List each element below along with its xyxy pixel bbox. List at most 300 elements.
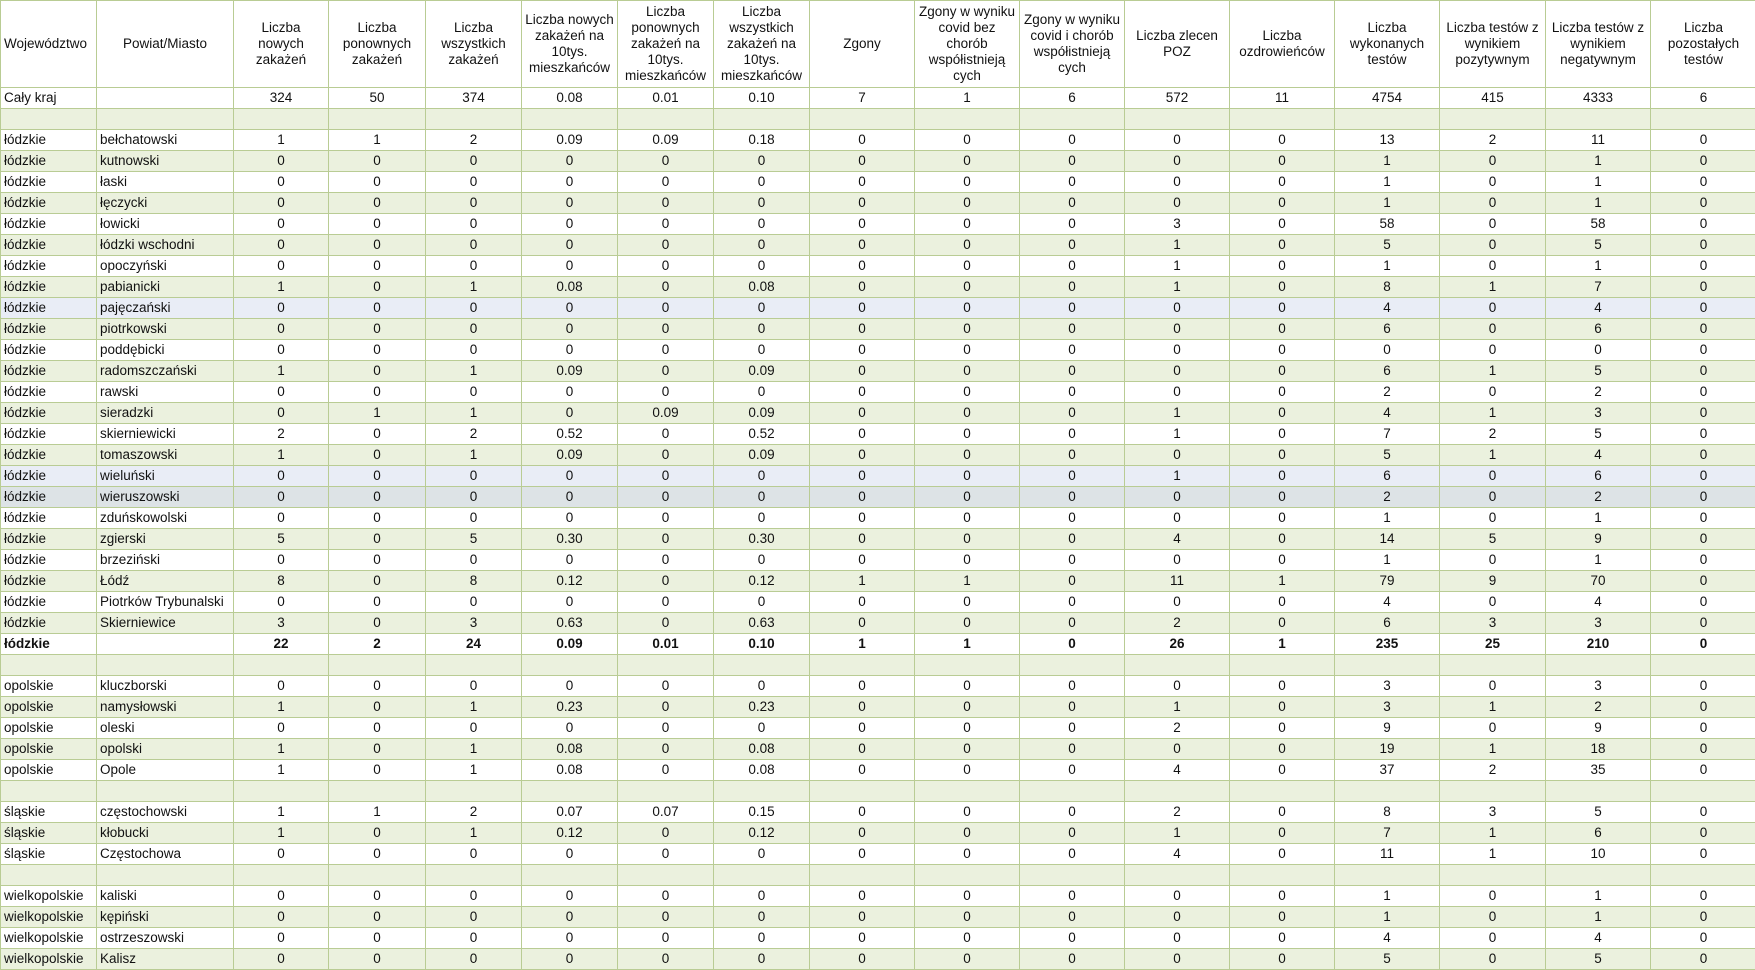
value-cell[interactable]: 0 [1651,718,1755,739]
value-cell[interactable]: 0 [522,214,618,235]
value-cell[interactable]: 11 [1335,844,1440,865]
value-cell[interactable]: 1 [1335,907,1440,928]
value-cell[interactable]: 0 [915,403,1020,424]
value-cell[interactable]: 4 [1546,928,1651,949]
value-cell[interactable]: 0 [1020,382,1125,403]
value-cell[interactable]: 0 [618,907,714,928]
value-cell[interactable]: 0 [714,151,810,172]
value-cell[interactable]: 0 [1125,340,1230,361]
value-cell[interactable]: 0 [522,235,618,256]
value-cell[interactable]: 1 [1125,823,1230,844]
value-cell[interactable] [1230,781,1335,802]
value-cell[interactable]: 1 [1335,151,1440,172]
value-cell[interactable]: 0 [234,298,329,319]
value-cell[interactable]: 0 [329,529,426,550]
value-cell[interactable]: 6 [1335,466,1440,487]
value-cell[interactable]: 0 [915,718,1020,739]
value-cell[interactable]: 0 [1020,193,1125,214]
value-cell[interactable]: 0 [1020,550,1125,571]
value-cell[interactable]: 0 [329,718,426,739]
header-cell[interactable]: Liczba ponownych zakażeń na 10tys. mieszkańców [618,1,714,88]
value-cell[interactable]: 0 [1020,949,1125,970]
value-cell[interactable]: 0 [329,256,426,277]
county-cell[interactable]: skierniewicki [97,424,234,445]
value-cell[interactable]: 0 [810,886,915,907]
county-cell[interactable] [97,109,234,130]
value-cell[interactable]: 0 [1440,151,1546,172]
county-cell[interactable] [97,655,234,676]
value-cell[interactable]: 0 [714,466,810,487]
value-cell[interactable]: 0 [810,592,915,613]
value-cell[interactable]: 0 [714,508,810,529]
value-cell[interactable]: 0 [234,886,329,907]
value-cell[interactable]: 0.18 [714,130,810,151]
value-cell[interactable]: 0 [618,466,714,487]
county-cell[interactable]: kluczborski [97,676,234,697]
value-cell[interactable]: 1 [329,802,426,823]
value-cell[interactable]: 0 [1020,151,1125,172]
value-cell[interactable]: 22 [234,634,329,655]
value-cell[interactable]: 0 [1230,193,1335,214]
value-cell[interactable]: 0.10 [714,88,810,109]
value-cell[interactable]: 0 [1125,487,1230,508]
value-cell[interactable]: 26 [1125,634,1230,655]
value-cell[interactable]: 7 [810,88,915,109]
value-cell[interactable]: 0 [426,235,522,256]
value-cell[interactable]: 58 [1546,214,1651,235]
value-cell[interactable]: 11 [1546,130,1651,151]
value-cell[interactable]: 2 [426,802,522,823]
value-cell[interactable]: 0 [426,949,522,970]
value-cell[interactable]: 0 [1125,361,1230,382]
value-cell[interactable]: 0 [1020,760,1125,781]
value-cell[interactable]: 0 [1020,613,1125,634]
value-cell[interactable]: 0 [1651,466,1755,487]
value-cell[interactable]: 24 [426,634,522,655]
voivodeship-cell[interactable]: łódzkie [1,172,97,193]
value-cell[interactable] [234,109,329,130]
value-cell[interactable]: 2 [234,424,329,445]
value-cell[interactable]: 0 [1020,529,1125,550]
value-cell[interactable]: 3 [1125,214,1230,235]
value-cell[interactable]: 6 [1335,613,1440,634]
value-cell[interactable]: 1 [234,760,329,781]
value-cell[interactable]: 6 [1335,361,1440,382]
value-cell[interactable]: 0 [618,487,714,508]
value-cell[interactable]: 0 [329,445,426,466]
value-cell[interactable]: 0 [234,508,329,529]
value-cell[interactable]: 1 [1125,256,1230,277]
value-cell[interactable] [1125,865,1230,886]
header-cell[interactable]: Województwo [1,1,97,88]
value-cell[interactable]: 0 [1651,571,1755,592]
value-cell[interactable]: 0 [1020,235,1125,256]
value-cell[interactable]: 1 [1546,172,1651,193]
value-cell[interactable]: 6 [1546,823,1651,844]
value-cell[interactable]: 0 [618,844,714,865]
value-cell[interactable]: 0 [329,424,426,445]
value-cell[interactable]: 1 [1335,193,1440,214]
value-cell[interactable]: 0 [810,256,915,277]
value-cell[interactable]: 50 [329,88,426,109]
value-cell[interactable]: 1 [426,445,522,466]
value-cell[interactable]: 0 [329,907,426,928]
county-cell[interactable]: pajęczański [97,298,234,319]
value-cell[interactable]: 0 [1230,256,1335,277]
value-cell[interactable]: 0 [234,550,329,571]
value-cell[interactable]: 4333 [1546,88,1651,109]
value-cell[interactable]: 0 [1125,886,1230,907]
header-cell[interactable]: Liczba wykonanych testów [1335,1,1440,88]
value-cell[interactable] [1230,865,1335,886]
value-cell[interactable]: 0 [1020,739,1125,760]
value-cell[interactable]: 0 [1440,487,1546,508]
county-cell[interactable]: łowicki [97,214,234,235]
value-cell[interactable]: 5 [234,529,329,550]
value-cell[interactable]: 0 [618,697,714,718]
value-cell[interactable]: 19 [1335,739,1440,760]
value-cell[interactable]: 0 [234,340,329,361]
value-cell[interactable]: 0 [1230,151,1335,172]
value-cell[interactable]: 2 [1125,718,1230,739]
value-cell[interactable] [1020,781,1125,802]
value-cell[interactable]: 0 [915,697,1020,718]
value-cell[interactable] [522,655,618,676]
county-cell[interactable]: wieluński [97,466,234,487]
value-cell[interactable]: 2 [1335,382,1440,403]
value-cell[interactable]: 0 [714,886,810,907]
value-cell[interactable]: 1 [1125,277,1230,298]
value-cell[interactable]: 1 [1125,424,1230,445]
value-cell[interactable]: 0 [810,277,915,298]
value-cell[interactable]: 0 [1230,697,1335,718]
header-cell[interactable]: Liczba pozostałych testów [1651,1,1755,88]
value-cell[interactable]: 0 [1651,949,1755,970]
value-cell[interactable]: 0 [618,676,714,697]
value-cell[interactable]: 0 [618,214,714,235]
county-cell[interactable]: opoczyński [97,256,234,277]
value-cell[interactable]: 1 [329,130,426,151]
value-cell[interactable] [1651,109,1755,130]
value-cell[interactable]: 0 [810,529,915,550]
value-cell[interactable]: 0 [426,298,522,319]
value-cell[interactable]: 0 [618,361,714,382]
value-cell[interactable]: 0 [329,508,426,529]
value-cell[interactable]: 6 [1546,466,1651,487]
value-cell[interactable]: 0 [1230,676,1335,697]
value-cell[interactable]: 0 [329,844,426,865]
value-cell[interactable]: 0 [1230,277,1335,298]
value-cell[interactable]: 0 [1651,214,1755,235]
value-cell[interactable] [1335,655,1440,676]
voivodeship-cell[interactable]: łódzkie [1,634,97,655]
value-cell[interactable]: 0 [426,907,522,928]
value-cell[interactable]: 0 [329,466,426,487]
voivodeship-cell[interactable]: wielkopolskie [1,907,97,928]
value-cell[interactable]: 6 [1020,88,1125,109]
value-cell[interactable]: 1 [426,403,522,424]
value-cell[interactable]: 0 [1020,844,1125,865]
value-cell[interactable]: 0 [618,151,714,172]
value-cell[interactable]: 0.23 [522,697,618,718]
value-cell[interactable]: 0 [915,277,1020,298]
value-cell[interactable]: 0 [618,298,714,319]
value-cell[interactable] [1440,781,1546,802]
value-cell[interactable]: 0 [915,676,1020,697]
value-cell[interactable]: 0 [234,466,329,487]
value-cell[interactable]: 0 [810,760,915,781]
value-cell[interactable]: 0 [1230,382,1335,403]
value-cell[interactable]: 0 [915,613,1020,634]
header-cell[interactable]: Zgony w wyniku covid bez chorób współistnieją cych [915,1,1020,88]
county-cell[interactable]: namysłowski [97,697,234,718]
value-cell[interactable]: 0 [915,508,1020,529]
value-cell[interactable]: 1 [1440,739,1546,760]
value-cell[interactable]: 0 [1651,235,1755,256]
value-cell[interactable]: 0 [714,340,810,361]
county-cell[interactable]: sieradzki [97,403,234,424]
value-cell[interactable]: 1 [1335,550,1440,571]
value-cell[interactable]: 0 [915,907,1020,928]
value-cell[interactable]: 0 [329,193,426,214]
value-cell[interactable]: 2 [1440,424,1546,445]
voivodeship-cell[interactable]: opolskie [1,739,97,760]
value-cell[interactable] [618,655,714,676]
value-cell[interactable]: 0 [234,235,329,256]
value-cell[interactable]: 0 [810,424,915,445]
value-cell[interactable] [522,865,618,886]
value-cell[interactable] [1335,781,1440,802]
value-cell[interactable]: 0 [1230,319,1335,340]
value-cell[interactable]: 1 [234,823,329,844]
value-cell[interactable]: 0.08 [522,277,618,298]
value-cell[interactable]: 0 [1020,802,1125,823]
value-cell[interactable]: 0 [1651,739,1755,760]
value-cell[interactable]: 0 [810,466,915,487]
value-cell[interactable]: 0 [426,886,522,907]
value-cell[interactable]: 0 [714,676,810,697]
value-cell[interactable]: 0 [234,382,329,403]
value-cell[interactable]: 2 [1440,130,1546,151]
value-cell[interactable]: 0 [915,445,1020,466]
value-cell[interactable]: 0 [810,697,915,718]
value-cell[interactable]: 0 [1440,214,1546,235]
value-cell[interactable]: 0.08 [714,739,810,760]
header-cell[interactable]: Powiat/Miasto [97,1,234,88]
value-cell[interactable]: 8 [426,571,522,592]
value-cell[interactable]: 0.63 [714,613,810,634]
value-cell[interactable]: 0 [1651,424,1755,445]
value-cell[interactable]: 3 [1335,697,1440,718]
value-cell[interactable]: 1 [810,571,915,592]
value-cell[interactable]: 0 [522,550,618,571]
value-cell[interactable]: 1 [1546,256,1651,277]
value-cell[interactable]: 0 [522,466,618,487]
value-cell[interactable]: 0 [426,718,522,739]
value-cell[interactable]: 2 [1546,487,1651,508]
value-cell[interactable]: 0 [1440,466,1546,487]
value-cell[interactable]: 0 [329,298,426,319]
value-cell[interactable]: 5 [1335,445,1440,466]
value-cell[interactable]: 0 [1651,844,1755,865]
value-cell[interactable] [1020,865,1125,886]
value-cell[interactable] [426,109,522,130]
value-cell[interactable]: 0 [329,949,426,970]
voivodeship-cell[interactable]: łódzkie [1,382,97,403]
value-cell[interactable]: 0 [714,193,810,214]
value-cell[interactable]: 0 [810,235,915,256]
value-cell[interactable]: 0 [1651,130,1755,151]
county-cell[interactable] [97,781,234,802]
value-cell[interactable]: 7 [1335,424,1440,445]
voivodeship-cell[interactable]: opolskie [1,718,97,739]
value-cell[interactable]: 0 [618,193,714,214]
value-cell[interactable]: 0 [618,718,714,739]
value-cell[interactable]: 0.08 [714,277,810,298]
value-cell[interactable]: 0 [618,823,714,844]
value-cell[interactable]: 0 [714,235,810,256]
value-cell[interactable]: 0 [810,130,915,151]
value-cell[interactable]: 0 [1230,298,1335,319]
value-cell[interactable] [714,781,810,802]
value-cell[interactable]: 0 [426,928,522,949]
header-cell[interactable]: Liczba nowych zakażeń na 10tys. mieszkańców [522,1,618,88]
value-cell[interactable]: 0 [522,508,618,529]
value-cell[interactable]: 0 [714,907,810,928]
value-cell[interactable]: 0 [1020,697,1125,718]
value-cell[interactable]: 1 [234,739,329,760]
value-cell[interactable]: 0.09 [618,130,714,151]
value-cell[interactable]: 0 [1440,676,1546,697]
value-cell[interactable]: 374 [426,88,522,109]
value-cell[interactable]: 0 [714,592,810,613]
voivodeship-cell[interactable] [1,781,97,802]
value-cell[interactable]: 0 [1440,340,1546,361]
value-cell[interactable]: 0 [329,214,426,235]
value-cell[interactable]: 0 [329,382,426,403]
voivodeship-cell[interactable]: łódzkie [1,529,97,550]
value-cell[interactable]: 0 [1230,403,1335,424]
value-cell[interactable]: 0 [1125,592,1230,613]
header-cell[interactable]: Liczba nowych zakażeń [234,1,329,88]
value-cell[interactable]: 1 [426,760,522,781]
header-cell[interactable]: Liczba ozdrowieńców [1230,1,1335,88]
value-cell[interactable]: 0 [915,235,1020,256]
value-cell[interactable]: 0 [426,319,522,340]
value-cell[interactable]: 0 [1020,256,1125,277]
voivodeship-cell[interactable]: łódzkie [1,550,97,571]
value-cell[interactable]: 0 [915,319,1020,340]
value-cell[interactable]: 4 [1335,403,1440,424]
value-cell[interactable]: 0 [1020,928,1125,949]
value-cell[interactable]: 0 [618,277,714,298]
value-cell[interactable]: 0 [1020,424,1125,445]
value-cell[interactable]: 0 [810,676,915,697]
value-cell[interactable]: 3 [1546,676,1651,697]
value-cell[interactable]: 8 [1335,802,1440,823]
value-cell[interactable]: 0 [1020,277,1125,298]
value-cell[interactable]: 5 [1546,424,1651,445]
value-cell[interactable]: 2 [1335,487,1440,508]
value-cell[interactable] [329,865,426,886]
value-cell[interactable]: 1 [1546,550,1651,571]
value-cell[interactable]: 5 [1546,949,1651,970]
value-cell[interactable]: 0 [234,949,329,970]
value-cell[interactable]: 0 [1651,193,1755,214]
value-cell[interactable]: 0 [426,592,522,613]
voivodeship-cell[interactable]: śląskie [1,802,97,823]
value-cell[interactable]: 4 [1335,928,1440,949]
voivodeship-cell[interactable]: łódzkie [1,361,97,382]
value-cell[interactable]: 0 [618,529,714,550]
value-cell[interactable]: 0 [329,151,426,172]
value-cell[interactable]: 0 [329,487,426,508]
county-cell[interactable]: oleski [97,718,234,739]
value-cell[interactable]: 0 [618,739,714,760]
value-cell[interactable]: 1 [234,697,329,718]
value-cell[interactable]: 0 [1651,403,1755,424]
value-cell[interactable]: 0 [915,487,1020,508]
value-cell[interactable]: 0 [1020,634,1125,655]
value-cell[interactable]: 0 [1440,319,1546,340]
value-cell[interactable]: 0 [329,928,426,949]
value-cell[interactable]: 3 [234,613,329,634]
voivodeship-cell[interactable]: łódzkie [1,130,97,151]
value-cell[interactable]: 0 [522,256,618,277]
county-cell[interactable]: łęczycki [97,193,234,214]
value-cell[interactable]: 4 [1125,844,1230,865]
value-cell[interactable]: 0 [618,886,714,907]
voivodeship-cell[interactable]: łódzkie [1,235,97,256]
value-cell[interactable]: 0.09 [522,634,618,655]
value-cell[interactable]: 6 [1335,319,1440,340]
voivodeship-cell[interactable] [1,655,97,676]
value-cell[interactable]: 0 [1125,319,1230,340]
value-cell[interactable]: 0 [618,571,714,592]
value-cell[interactable]: 0 [1020,172,1125,193]
value-cell[interactable]: 0 [1020,886,1125,907]
value-cell[interactable]: 0 [1651,928,1755,949]
value-cell[interactable]: 0 [1230,592,1335,613]
value-cell[interactable]: 0 [810,508,915,529]
value-cell[interactable]: 0.10 [714,634,810,655]
value-cell[interactable]: 0.09 [522,361,618,382]
value-cell[interactable]: 0 [915,214,1020,235]
value-cell[interactable]: 5 [1546,361,1651,382]
voivodeship-cell[interactable]: łódzkie [1,508,97,529]
value-cell[interactable]: 0.30 [714,529,810,550]
value-cell[interactable]: 79 [1335,571,1440,592]
value-cell[interactable]: 0 [1020,571,1125,592]
value-cell[interactable]: 0.15 [714,802,810,823]
value-cell[interactable]: 1 [1440,361,1546,382]
value-cell[interactable]: 0 [1440,928,1546,949]
value-cell[interactable]: 0 [1651,634,1755,655]
voivodeship-cell[interactable]: łódzkie [1,403,97,424]
value-cell[interactable]: 0 [329,739,426,760]
value-cell[interactable]: 0.09 [714,445,810,466]
value-cell[interactable]: 0 [714,718,810,739]
value-cell[interactable]: 0 [810,613,915,634]
value-cell[interactable]: 0 [915,466,1020,487]
value-cell[interactable]: 5 [1546,802,1651,823]
value-cell[interactable]: 0 [810,361,915,382]
value-cell[interactable]: 235 [1335,634,1440,655]
county-cell[interactable]: brzeziński [97,550,234,571]
value-cell[interactable]: 0 [714,928,810,949]
value-cell[interactable]: 0 [810,445,915,466]
value-cell[interactable]: 1 [915,571,1020,592]
